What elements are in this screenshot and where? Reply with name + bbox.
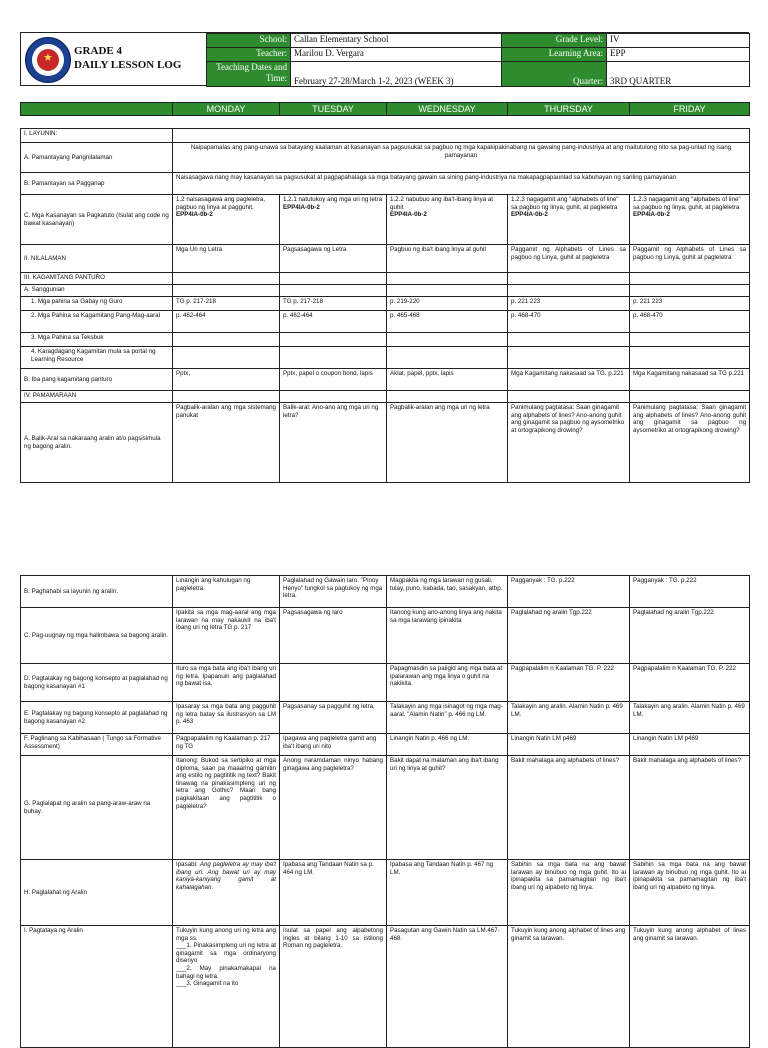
i-wednesday: Pasagutan ang Gawin Natin sa LM.467-468.: [387, 926, 508, 1048]
c-monday: Ipakita sa mga mag-aaral ang mga larawan na may nakaukit na iba't ibang uri ng letra TG p. 217: [173, 608, 280, 664]
c-label: C. Pag-uugnay ng mga halimbawa sa bagong aralin.: [21, 608, 173, 664]
h-tuesday: Ipabasa ang Tandaan Natin sa p. 464 ng LM.: [280, 860, 387, 926]
g-thursday: Bakit mahalaga ang alphabets of lines?: [508, 756, 630, 860]
nilalaman-friday: Paggamit ng Alphabets of Lines sa pagbuo ng Linya, guhit at pagleletra: [630, 245, 750, 273]
e-label: E. Pagtalakay ng bagong konsepto at paglalahad ng bagong kasanayan #2: [21, 702, 173, 734]
d-monday: Ituro sa mga bata ang iba't ibang uri ng letra. Ipapanuin ang paglalahad ng bawat isa.: [173, 664, 280, 702]
pagganap-text: Naisasagawa nang may kasanayan sa pagsusukat at pagpapahalaga sa mga batayang gawain sa sining pang-industriya na makapagpapaunlad sa kabuhayan ng sariling pamayanan: [173, 173, 750, 195]
day-header-row: [20, 102, 750, 116]
learning-area-label: Learning Area:: [502, 48, 607, 62]
h-friday: Sabihin sa mga bata na ang bawat larawan ay binubuo ng mga guhit. Ito ai ipinapakita sa pamamagitan ng iba't ibang uri ng alpabeto ng linya.: [630, 860, 750, 926]
f-monday: Pagpapalalim ng Kaalaman p. 217 ng TG: [173, 734, 280, 756]
iba-pang-thursday: Mga Kagamitang nakasaad sa TG. p.221: [508, 369, 630, 391]
b-monday: Linangin ang kahulugan ng pagleletra.: [173, 576, 280, 608]
lesson-log-header: [20, 32, 749, 86]
kpm-friday: p. 468-470: [630, 311, 750, 333]
kasanayan-friday: 1.2.3 nagagamit ang "alphabets of line" sa pagbuo ng linya, guhit, at pagleletra EPP4IA-0b-2: [630, 195, 750, 245]
nilalaman-label: II. NILALAMAN: [21, 245, 173, 273]
e-tuesday: Pagsasanay sa pagguhit ng letra.: [280, 702, 387, 734]
header-info-grid: [206, 33, 750, 87]
balik-aral-friday: Panimulang pagtatasa: Saan ginagamit ang alphabets of lines? Ano-anong guhit ang ginagamit sa pagbuo ng aysometriko at ortograpikong drowing?: [630, 403, 750, 483]
kasanayan-tuesday: 1.2.1 natutukoy ang mga uri ng letra EPP4IA-0b-2: [280, 195, 387, 245]
g-monday: Itanong: Bukod sa sertipiko at mga diploma, saan pa maaaring gamitin ang estilo ng pagtititik ng text? Bakit tinawag na pinakasimpleng uri ng letra ang Gothic? Maari bang pagkakitaan ang pagtititik o pagleletra?: [173, 756, 280, 860]
nilalaman-monday: Mga Uri ng Letra: [173, 245, 280, 273]
c-wednesday: Itanong kung ano-anong linya ang nakita sa mga larawang ipinakita: [387, 608, 508, 664]
balik-aral-wednesday: Pagbalik-aralan ang mga uri ng letra: [387, 403, 508, 483]
kpm-wednesday: p. 465-468: [387, 311, 508, 333]
d-tuesday: [280, 664, 387, 702]
section-layunin: I. LAYUNIN:: [21, 129, 173, 143]
grade-level-value: IV: [607, 34, 750, 48]
teacher-label: Teacher:: [207, 48, 291, 62]
b-friday: Pagganyak : TG. p.222: [630, 576, 750, 608]
day-wednesday: WEDNESDAY: [387, 103, 508, 116]
d-label: D. Pagtalakay ng bagong konsepto at paglalahad ng bagong kasanayan #1: [21, 664, 173, 702]
layunin-empty: [173, 129, 750, 143]
kpm-monday: p. 462-464: [173, 311, 280, 333]
h-monday: Ipasabi: Ang pagleletra ay may iba't ibang uri. Ang bawat uri ay may kaniya-kaniyang gamit at kahalagahan.: [173, 860, 280, 926]
g-tuesday: Anong naramdaman ninyo habang ginagawa ang pagleletra?: [280, 756, 387, 860]
balik-aral-label: A. Balik-Aral sa nakaraang aralin at/o pagsisimula ng bagong aralin.: [21, 403, 173, 483]
teacher-value: Marilou D. Vergara: [291, 48, 502, 62]
grade-title: GRADE 4: [74, 45, 122, 57]
e-monday: Ipasaray sa mga bata ang pagguhit ng letra batay sa ilustrasyon sa LM p. 463: [173, 702, 280, 734]
balik-aral-tuesday: Balik-aral: Ano-ano ang mga uri ng letra?: [280, 403, 387, 483]
e-wednesday: Talakayin ang mga isinagot ng mga mag-aaral. "Alamin Natin" p. 466 ng LM.: [387, 702, 508, 734]
kasanayan-label: C. Mga Kasanayan sa Pagkatuto (Isulat ang code ng bawat kasanayan): [21, 195, 173, 245]
kpm-thursday: p. 468-470: [508, 311, 630, 333]
school-value: Callan Elementary School: [291, 34, 502, 48]
c-tuesday: Pagsasagawa ng laro: [280, 608, 387, 664]
b-thursday: Pagganyak : TG. p.222: [508, 576, 630, 608]
c-friday: Paglalahad ng aralin Tgp.222: [630, 608, 750, 664]
teksbuk-label: 3. Mga Pahina sa Teksbuk: [21, 333, 173, 347]
iba-pang-wednesday: Aklat, papel, pptx, lapis: [387, 369, 508, 391]
d-thursday: Pagpapalalim n Kaalaman TG. P. 222: [508, 664, 630, 702]
pamamaraan-label: IV. PAMAMARAAN: [21, 391, 173, 403]
kagamitan-label: III. KAGAMITANG PANTURO: [21, 273, 173, 285]
iba-pang-friday: Mga Kagamitang nakasaad sa TG p.221: [630, 369, 750, 391]
deped-seal-icon: ★: [25, 37, 71, 83]
iba-pang-monday: Pptx,: [173, 369, 280, 391]
kasanayan-wednesday: 1.2.2 nabubuo ang iba't-ibang linya at guhit EPP4IA-0b-2: [387, 195, 508, 245]
gabay-label: 1. Mga pahina sa Gabay ng Guro: [21, 297, 173, 311]
f-label: F. Paglinang sa Kabihasaan ( Tungo sa Formative Assessment): [21, 734, 173, 756]
gabay-wednesday: p. 219-220: [387, 297, 508, 311]
dates-label: Teaching Dates and Time:: [207, 62, 291, 87]
f-friday: Linangin Natin LM p469: [630, 734, 750, 756]
day-friday: FRIDAY: [630, 103, 750, 116]
i-monday: Tukuyin kung anong uri ng letra ang mga ss. ___1. Pinakasimpleng uri ng letra at ginagamit sa mga ordinaryong disenyo ___2. May pinakamakapal na bahagi ng letra. ___3. Ginagamit na ito: [173, 926, 280, 1048]
b-tuesday: Paglalahad ng Gawain laro. "Pinoy Henyo" tungkol sa pagtukoy ng mga letra.: [280, 576, 387, 608]
sanggunian-label: A. Sanggunian: [21, 285, 173, 297]
h-label: H. Paglalahat ng Aralin: [21, 860, 173, 926]
pagganap-label: B. Pamantayan sa Pagganap: [21, 173, 173, 195]
gabay-friday: p. 221 223: [630, 297, 750, 311]
quarter-label: Quarter:: [502, 62, 607, 87]
e-thursday: Talakayin ang aralin. Alamin Natin p. 469 LM.: [508, 702, 630, 734]
nilalaman-thursday: Paggamit ng Alphabets of Lines sa pagbuo ng Linya, guhit at pagleletra: [508, 245, 630, 273]
i-tuesday: Isulat sa papel ang alpabetong Ingles at bilang 1-10 sa istilong Roman ng pagleletra.: [280, 926, 387, 1048]
nilalaman-tuesday: Pagsasagawa ng Letra: [280, 245, 387, 273]
school-label: School:: [207, 34, 291, 48]
dates-value: February 27-28/March 1-2, 2023 (WEEK 3): [291, 62, 502, 87]
day-header-blank: [21, 103, 173, 116]
day-monday: MONDAY: [173, 103, 280, 116]
logo-area: [21, 33, 206, 85]
g-friday: Bakit mahalaga ang alphabets of lines?: [630, 756, 750, 860]
lesson-table-page-1: [20, 128, 750, 483]
iba-pang-tuesday: Pptx, papel o coupon bond, lapis: [280, 369, 387, 391]
gabay-thursday: p. 221 223: [508, 297, 630, 311]
d-friday: Pagpapalalim n Kaalaman TG. P. 222: [630, 664, 750, 702]
g-wednesday: Bakit dapat na malaman ang iba't ibang uri ng linya at guhit?: [387, 756, 508, 860]
pamantayang-text: Naipapamalas ang pang-unawa sa batayang kaalaman at kasanayan sa pagsusukat sa pagbuo ng mga kapakipakinabang na gawaing pang-industriya at ang maitutulong nito sa pag-unlad ng isang pamayanan: [173, 143, 750, 173]
balik-aral-thursday: Panimulang pagtatasa: Saan ginagamit ang alphabets of lines? Ano-anong guhit ang ginagamit sa pagbuo ng aysometriko at ortograpikong drowing?: [508, 403, 630, 483]
i-thursday: Tukuyin kung anong alphabet of lines ang ginamit sa larawan.: [508, 926, 630, 1048]
kasanayan-thursday: 1.2.3 nagagamit ang "alphabets of line" sa pagbuo ng linya, guhit, at pagleletra EPP4IA-0b-2: [508, 195, 630, 245]
learning-area-value: EPP: [607, 48, 750, 62]
h-wednesday: Ipabasa ang Tandaan Natin p. 467 ng LM.: [387, 860, 508, 926]
kagamitan-pang-mag-aaral-label: 2. Mga Pahina sa Kagamitang Pang-Mag-aaral: [21, 311, 173, 333]
grade-level-label: Grade Level:: [502, 34, 607, 48]
pamantayang-label: A. Pamantayang Pangnilalaman: [21, 143, 173, 173]
f-thursday: Linangin Natin LM p469: [508, 734, 630, 756]
i-label: I. Pagtataya ng Aralin: [21, 926, 173, 1048]
e-friday: Talakayin ang aralin. Alamin Natin p. 469 LM.: [630, 702, 750, 734]
lesson-log-title: DAILY LESSON LOG: [74, 59, 182, 71]
gabay-tuesday: TG p. 217-218: [280, 297, 387, 311]
gabay-monday: TG p. 217-218: [173, 297, 280, 311]
b-wednesday: Magpakita ng mga larawan ng gusali, tulay, puno, kabada, tao, sasakyan, atbp.: [387, 576, 508, 608]
karagdagang-label: 4. Karagdagang Kagamitan mula sa portal ng Learning Resource: [21, 347, 173, 369]
c-thursday: Paglalahad ng aralin Tgp.222: [508, 608, 630, 664]
balik-aral-monday: Pagbalik-aralan ang mga sistemang panukat: [173, 403, 280, 483]
d-wednesday: Papagmasdin sa paligid ang mga bata at ipalarawan ang mga linya o guhit na nakikita.: [387, 664, 508, 702]
lesson-table-page-2: [20, 575, 750, 1048]
kasanayan-monday: 1.2 naisasagawa ang pagleletra, pagbuo ng linya at pagguhit. EPP4IA-0b-2: [173, 195, 280, 245]
nilalaman-wednesday: Pagbuo ng iba't ibang linya at guhit: [387, 245, 508, 273]
iba-pang-label: B. Iba pang kagamitang panturo: [21, 369, 173, 391]
day-tuesday: TUESDAY: [280, 103, 387, 116]
day-thursday: THURSDAY: [508, 103, 630, 116]
quarter-value: 3RD QUARTER: [607, 62, 750, 87]
kpm-tuesday: p. 462-464: [280, 311, 387, 333]
f-wednesday: Linangin Natin p. 466 ng LM.: [387, 734, 508, 756]
b-label: B. Paghahabi sa layunin ng aralin.: [21, 576, 173, 608]
h-thursday: Sabihin sa mga bata na ang bawat larawan ay binubuo ng mga guhit. Ito ai ipinapakita sa pamamagitan ng iba't ibang uri ng alpabeto ng linya.: [508, 860, 630, 926]
f-tuesday: Ipagawa ang pagleletra gamit ang iba't ibang uri nito: [280, 734, 387, 756]
i-friday: Tukuyin kung anong alphabet of lines ang ginamit sa larawan.: [630, 926, 750, 1048]
g-label: G. Paglalapat ng aralin sa pang-araw-araw na buhay.: [21, 756, 173, 860]
